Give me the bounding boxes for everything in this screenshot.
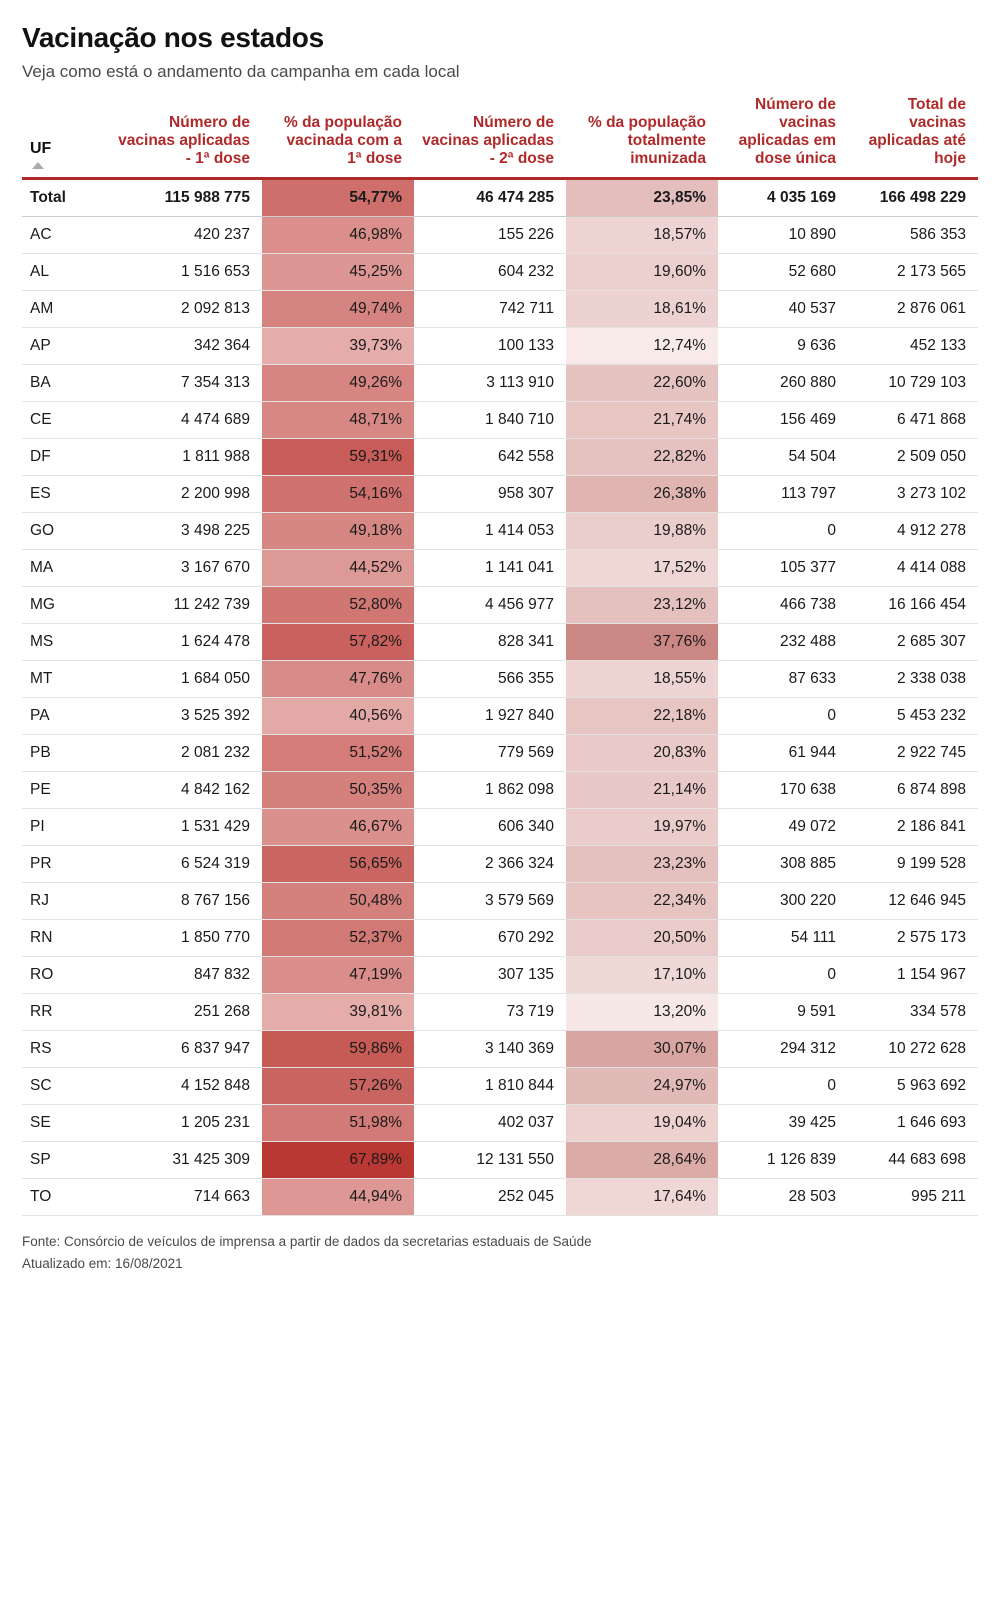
cell-single-dose: 294 312 [718,1030,848,1067]
table-row [22,327,978,364]
table-row [22,845,978,882]
cell-dose2: 3 140 369 [414,1030,566,1067]
cell-dose1: 1 516 653 [110,253,262,290]
cell-dose1: 11 242 739 [110,586,262,623]
cell-dose1: 251 268 [110,993,262,1030]
table-row [22,771,978,808]
cell-uf: RO [22,956,110,993]
cell-dose1: 4 842 162 [110,771,262,808]
cell-pct-dose1: 57,26% [262,1067,414,1104]
table-row [22,475,978,512]
cell-pct-dose1: 59,31% [262,438,414,475]
cell-pct-dose1: 50,48% [262,882,414,919]
cell-uf: SP [22,1141,110,1178]
cell-uf: PI [22,808,110,845]
cell-single-dose: 0 [718,1067,848,1104]
column-header-total[interactable]: Total de vacinas aplicadas até hoje [848,96,978,178]
cell-dose1: 3 525 392 [110,697,262,734]
table-row [22,512,978,549]
cell-dose2: 604 232 [414,253,566,290]
column-header-pct-dose1[interactable]: % da população vacinada com a 1ª dose [262,96,414,178]
cell-pct-dose1: 51,98% [262,1104,414,1141]
cell-pct-full: 22,82% [566,438,718,475]
cell-pct-dose1: 59,86% [262,1030,414,1067]
table-row [22,549,978,586]
cell-dose1: 3 498 225 [110,512,262,549]
cell-single-dose: 49 072 [718,808,848,845]
page-title: Vacinação nos estados [22,22,324,53]
cell-pct-dose1: 46,98% [262,216,414,253]
cell-single-dose: 466 738 [718,586,848,623]
table-row [22,1030,978,1067]
table-row [22,216,978,253]
cell-pct-dose1: 52,80% [262,586,414,623]
cell-dose2: 566 355 [414,660,566,697]
cell-single-dose: 1 126 839 [718,1141,848,1178]
cell-uf: TO [22,1178,110,1215]
cell-single-dose: 52 680 [718,253,848,290]
table-row [22,882,978,919]
cell-single-dose: 9 636 [718,327,848,364]
cell-uf: PA [22,697,110,734]
cell-pct-full: 22,34% [566,882,718,919]
cell-pct-full: 24,97% [566,1067,718,1104]
table-row [22,1178,978,1215]
cell-dose1: 3 167 670 [110,549,262,586]
cell-total: 2 575 173 [848,919,978,956]
cell-single-dose: 4 035 169 [718,178,848,216]
cell-pct-dose1: 49,26% [262,364,414,401]
cell-single-dose: 0 [718,956,848,993]
cell-single-dose: 54 504 [718,438,848,475]
cell-uf: RJ [22,882,110,919]
table-row [22,660,978,697]
table-row [22,956,978,993]
cell-total: 452 133 [848,327,978,364]
cell-total: 995 211 [848,1178,978,1215]
cell-pct-full: 13,20% [566,993,718,1030]
cell-total: 2 509 050 [848,438,978,475]
sort-ascending-icon [32,162,44,169]
cell-single-dose: 28 503 [718,1178,848,1215]
cell-uf: AC [22,216,110,253]
table-row [22,919,978,956]
cell-single-dose: 61 944 [718,734,848,771]
cell-total: 10 729 103 [848,364,978,401]
cell-pct-dose1: 40,56% [262,697,414,734]
cell-dose1: 714 663 [110,1178,262,1215]
cell-dose2: 742 711 [414,290,566,327]
cell-dose2: 779 569 [414,734,566,771]
cell-pct-full: 37,76% [566,623,718,660]
cell-total: 2 173 565 [848,253,978,290]
cell-pct-dose1: 49,74% [262,290,414,327]
cell-pct-dose1: 52,37% [262,919,414,956]
cell-total: 4 912 278 [848,512,978,549]
cell-dose2: 3 113 910 [414,364,566,401]
cell-uf: SC [22,1067,110,1104]
cell-total: 9 199 528 [848,845,978,882]
footer-source: Fonte: Consórcio de veículos de imprensa a partir de dados da secretarias estaduais de Saúde [22,1233,592,1249]
cell-dose2: 1 862 098 [414,771,566,808]
cell-single-dose: 170 638 [718,771,848,808]
table-row [22,290,978,327]
cell-pct-dose1: 51,52% [262,734,414,771]
cell-dose1: 7 354 313 [110,364,262,401]
table-row [22,734,978,771]
cell-pct-dose1: 44,52% [262,549,414,586]
cell-pct-full: 23,12% [566,586,718,623]
table-row [22,364,978,401]
table-row [22,1067,978,1104]
cell-uf: PR [22,845,110,882]
cell-pct-dose1: 39,81% [262,993,414,1030]
cell-dose2: 155 226 [414,216,566,253]
cell-pct-dose1: 46,67% [262,808,414,845]
table-row [22,438,978,475]
cell-dose1: 1 850 770 [110,919,262,956]
cell-total: 2 922 745 [848,734,978,771]
cell-uf: RR [22,993,110,1030]
cell-uf: MT [22,660,110,697]
cell-pct-full: 17,52% [566,549,718,586]
cell-total: 44 683 698 [848,1141,978,1178]
cell-dose2: 252 045 [414,1178,566,1215]
cell-single-dose: 10 890 [718,216,848,253]
cell-dose2: 73 719 [414,993,566,1030]
cell-pct-full: 20,83% [566,734,718,771]
cell-dose2: 642 558 [414,438,566,475]
cell-single-dose: 0 [718,697,848,734]
cell-single-dose: 39 425 [718,1104,848,1141]
cell-dose1: 31 425 309 [110,1141,262,1178]
table-header [22,96,978,178]
cell-pct-dose1: 45,25% [262,253,414,290]
cell-dose1: 4 152 848 [110,1067,262,1104]
cell-dose1: 1 624 478 [110,623,262,660]
cell-pct-full: 26,38% [566,475,718,512]
cell-single-dose: 260 880 [718,364,848,401]
vaccination-table [22,96,978,1216]
cell-single-dose: 87 633 [718,660,848,697]
cell-total: 334 578 [848,993,978,1030]
cell-single-dose: 40 537 [718,290,848,327]
cell-dose2: 46 474 285 [414,178,566,216]
cell-pct-dose1: 39,73% [262,327,414,364]
cell-uf: PB [22,734,110,771]
cell-uf: AP [22,327,110,364]
cell-total: 2 338 038 [848,660,978,697]
cell-pct-full: 17,10% [566,956,718,993]
cell-uf: BA [22,364,110,401]
cell-pct-dose1: 54,16% [262,475,414,512]
cell-pct-dose1: 47,19% [262,956,414,993]
cell-single-dose: 232 488 [718,623,848,660]
cell-uf: MS [22,623,110,660]
cell-pct-dose1: 48,71% [262,401,414,438]
cell-dose2: 1 141 041 [414,549,566,586]
cell-dose2: 1 810 844 [414,1067,566,1104]
cell-dose2: 958 307 [414,475,566,512]
cell-uf: PE [22,771,110,808]
cell-uf: RN [22,919,110,956]
cell-single-dose: 113 797 [718,475,848,512]
cell-pct-full: 19,97% [566,808,718,845]
cell-pct-full: 22,60% [566,364,718,401]
column-header-dose1[interactable]: Número de vacinas aplicadas - 1ª dose [110,96,262,178]
cell-uf: AM [22,290,110,327]
cell-total: 1 646 693 [848,1104,978,1141]
cell-pct-dose1: 56,65% [262,845,414,882]
cell-dose1: 4 474 689 [110,401,262,438]
cell-dose1: 1 205 231 [110,1104,262,1141]
cell-pct-full: 19,04% [566,1104,718,1141]
cell-total: 5 453 232 [848,697,978,734]
cell-single-dose: 9 591 [718,993,848,1030]
cell-total: 10 272 628 [848,1030,978,1067]
table-row [22,993,978,1030]
cell-dose2: 100 133 [414,327,566,364]
cell-dose1: 420 237 [110,216,262,253]
cell-pct-full: 20,50% [566,919,718,956]
cell-pct-full: 18,61% [566,290,718,327]
cell-dose1: 1 811 988 [110,438,262,475]
cell-single-dose: 308 885 [718,845,848,882]
cell-pct-full: 17,64% [566,1178,718,1215]
cell-uf: SE [22,1104,110,1141]
table-header-row [22,96,978,178]
cell-dose1: 342 364 [110,327,262,364]
cell-pct-dose1: 47,76% [262,660,414,697]
cell-dose2: 1 840 710 [414,401,566,438]
cell-dose2: 828 341 [414,623,566,660]
table-body [22,178,978,1215]
footer-updated: Atualizado em: 16/08/2021 [22,1255,183,1271]
cell-uf: DF [22,438,110,475]
cell-dose2: 3 579 569 [414,882,566,919]
cell-pct-full: 19,60% [566,253,718,290]
cell-dose1: 8 767 156 [110,882,262,919]
column-header-pct-full[interactable]: % da população totalmente imunizada [566,96,718,178]
cell-total: 586 353 [848,216,978,253]
cell-uf: Total [22,178,110,216]
cell-uf: AL [22,253,110,290]
cell-total: 166 498 229 [848,178,978,216]
cell-pct-full: 19,88% [566,512,718,549]
cell-single-dose: 300 220 [718,882,848,919]
table-row [22,586,978,623]
cell-pct-full: 28,64% [566,1141,718,1178]
column-header-dose2[interactable]: Número de vacinas aplicadas - 2ª dose [414,96,566,178]
cell-dose1: 115 988 775 [110,178,262,216]
cell-pct-full: 23,85% [566,178,718,216]
cell-dose1: 847 832 [110,956,262,993]
cell-total: 3 273 102 [848,475,978,512]
cell-pct-dose1: 50,35% [262,771,414,808]
page-subtitle: Veja como está o andamento da campanha em cada local [22,62,460,81]
cell-uf: MG [22,586,110,623]
cell-uf: ES [22,475,110,512]
cell-dose1: 6 837 947 [110,1030,262,1067]
cell-dose2: 1 414 053 [414,512,566,549]
cell-uf: RS [22,1030,110,1067]
cell-dose2: 307 135 [414,956,566,993]
cell-uf: GO [22,512,110,549]
table-row [22,623,978,660]
table-footer [22,1232,978,1275]
cell-pct-full: 23,23% [566,845,718,882]
cell-dose1: 2 081 232 [110,734,262,771]
column-header-uf-label: UF [30,139,52,157]
cell-dose1: 2 200 998 [110,475,262,512]
table-row [22,697,978,734]
cell-dose1: 2 092 813 [110,290,262,327]
table-row [22,178,978,216]
cell-total: 2 876 061 [848,290,978,327]
cell-uf: CE [22,401,110,438]
cell-total: 4 414 088 [848,549,978,586]
table-row [22,1141,978,1178]
cell-single-dose: 156 469 [718,401,848,438]
table-row [22,1104,978,1141]
cell-pct-dose1: 49,18% [262,512,414,549]
cell-total: 2 685 307 [848,623,978,660]
cell-pct-full: 18,55% [566,660,718,697]
cell-single-dose: 0 [718,512,848,549]
cell-total: 5 963 692 [848,1067,978,1104]
cell-pct-full: 18,57% [566,216,718,253]
cell-pct-dose1: 54,77% [262,178,414,216]
cell-single-dose: 105 377 [718,549,848,586]
cell-uf: MA [22,549,110,586]
cell-total: 6 471 868 [848,401,978,438]
cell-pct-dose1: 44,94% [262,1178,414,1215]
cell-single-dose: 54 111 [718,919,848,956]
cell-dose2: 1 927 840 [414,697,566,734]
cell-pct-full: 21,74% [566,401,718,438]
cell-total: 2 186 841 [848,808,978,845]
cell-pct-full: 22,18% [566,697,718,734]
cell-total: 1 154 967 [848,956,978,993]
cell-pct-full: 30,07% [566,1030,718,1067]
table-row [22,808,978,845]
cell-dose2: 12 131 550 [414,1141,566,1178]
cell-dose2: 402 037 [414,1104,566,1141]
cell-total: 6 874 898 [848,771,978,808]
cell-pct-dose1: 57,82% [262,623,414,660]
column-header-uf[interactable] [22,96,110,178]
cell-dose2: 606 340 [414,808,566,845]
table-row [22,253,978,290]
cell-dose2: 4 456 977 [414,586,566,623]
cell-pct-dose1: 67,89% [262,1141,414,1178]
column-header-single-dose[interactable]: Número de vacinas aplicadas em dose única [718,96,848,178]
cell-total: 12 646 945 [848,882,978,919]
cell-dose2: 2 366 324 [414,845,566,882]
cell-pct-full: 21,14% [566,771,718,808]
cell-dose1: 1 684 050 [110,660,262,697]
cell-pct-full: 12,74% [566,327,718,364]
cell-dose2: 670 292 [414,919,566,956]
cell-total: 16 166 454 [848,586,978,623]
cell-dose1: 1 531 429 [110,808,262,845]
table-row [22,401,978,438]
cell-dose1: 6 524 319 [110,845,262,882]
